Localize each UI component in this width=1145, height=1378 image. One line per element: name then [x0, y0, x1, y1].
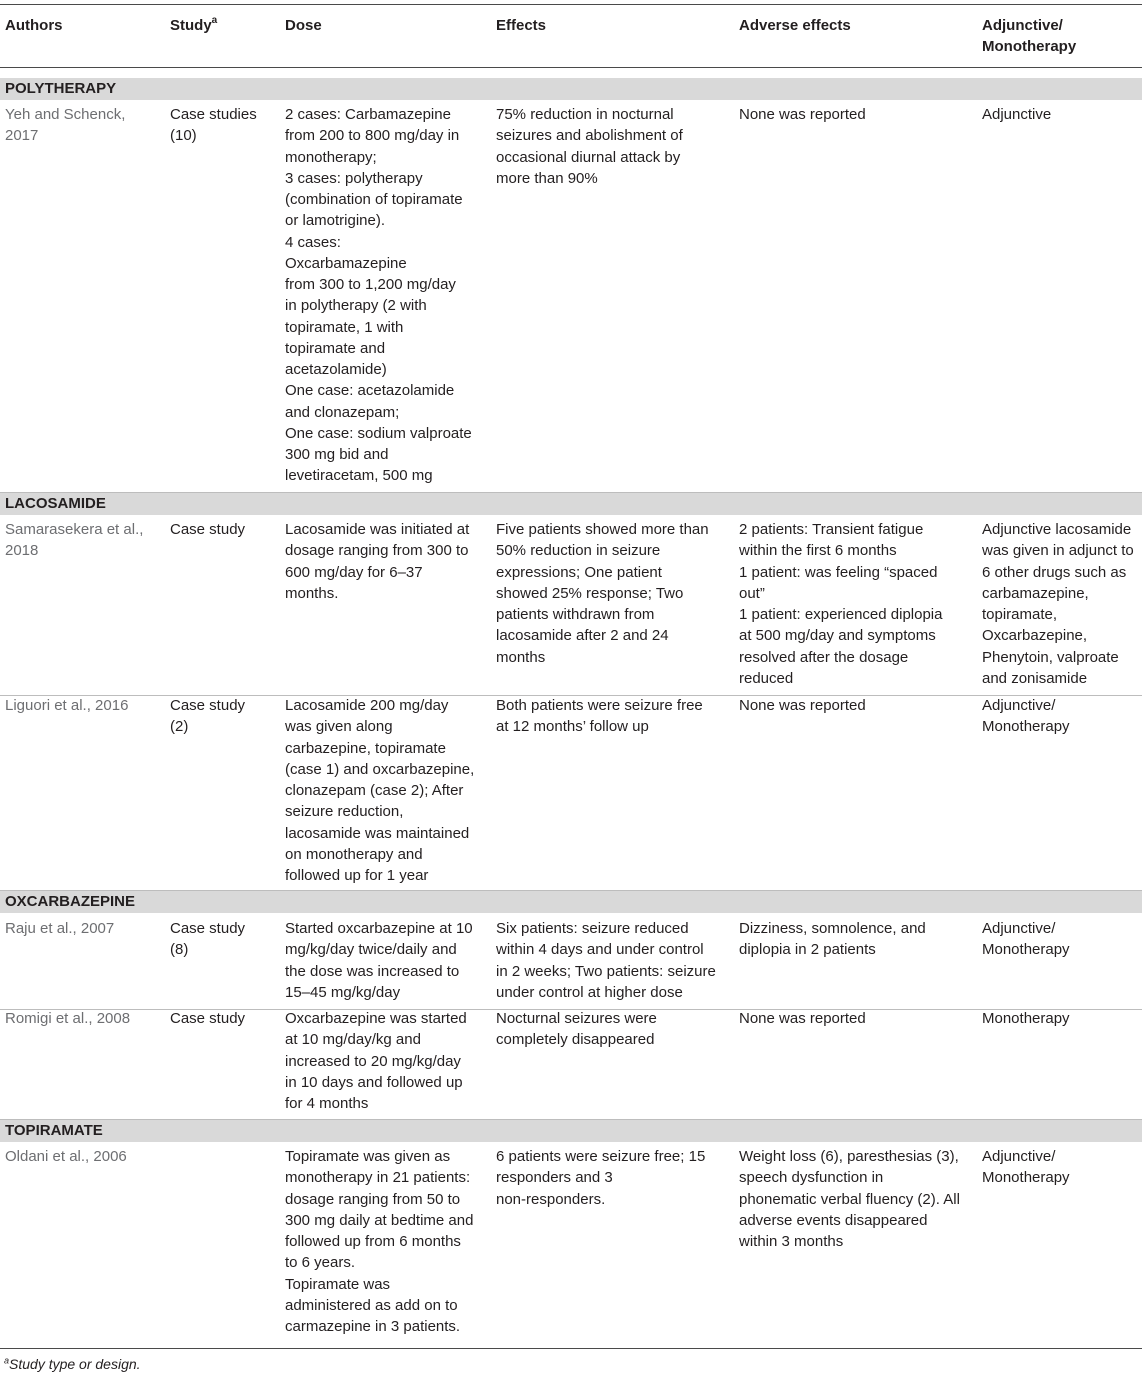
cell-adverse-effects-line: speech dysfunction in — [739, 1169, 884, 1187]
cell-adverse-effects-line: Weight loss (6), paresthesias (3), — [739, 1148, 959, 1165]
cell-dose-line: topiramate, 1 with — [285, 318, 404, 336]
cell-dose-line: 300 mg bid and — [285, 446, 389, 463]
table-top-rule — [0, 4, 1142, 5]
header-adverse-effects: Adverse effects — [739, 17, 851, 34]
cell-adverse-effects — [739, 695, 971, 716]
cell-dose-line: in polytherapy (2 with — [285, 297, 427, 315]
cell-dose — [285, 1008, 483, 1114]
cell-study-line: (10) — [170, 127, 197, 145]
cell-dose-line: was given along — [285, 718, 393, 736]
cell-therapy-line: Adjunctive/ — [982, 1148, 1056, 1165]
cell-effects-line: completely disappeared — [496, 1031, 655, 1049]
cell-authors — [5, 104, 160, 147]
cell-therapy — [982, 104, 1142, 125]
cell-adverse-effects-line: reduced — [739, 669, 794, 687]
cell-effects — [496, 1008, 726, 1051]
cell-adverse-effects-line: None was reported — [739, 106, 866, 123]
cell-effects-line: in 2 weeks; Two patients: seizure — [496, 962, 716, 980]
cell-effects-line: responders and 3 — [496, 1169, 613, 1187]
cell-therapy-line: Monotherapy — [982, 1010, 1070, 1027]
cell-effects-line: occasional diurnal attack by — [496, 148, 681, 166]
cell-therapy-line: was given in adjunct to — [982, 542, 1134, 560]
cell-therapy-line: carbamazepine, — [982, 584, 1089, 602]
cell-authors — [5, 519, 160, 562]
section-lacosamide: LACOSAMIDE — [0, 493, 1142, 515]
cell-effects-line: within 4 days and under control — [496, 941, 704, 959]
cell-dose-line: months. — [285, 584, 339, 602]
cell-dose-line: the dose was increased to — [285, 962, 460, 980]
cell-dose-line: increased to 20 mg/kg/day — [285, 1052, 461, 1070]
cell-dose-line: dosage ranging from 50 to — [285, 1190, 461, 1208]
cell-study — [170, 695, 276, 738]
cell-adverse-effects-line: None was reported — [739, 1010, 866, 1027]
header-authors: Authors — [5, 17, 63, 34]
cell-dose-line: Topiramate was given as — [285, 1148, 451, 1165]
header-study: Study$^a$ — [170, 15, 218, 34]
cell-study-line: Case study — [170, 1010, 246, 1027]
cell-adverse-effects-line: Dizziness, somnolence, and — [739, 920, 926, 937]
cell-dose-line: 300 mg daily at bedtime and — [285, 1211, 474, 1229]
cell-dose-line: acetazolamide) — [285, 361, 387, 378]
section-topiramate: TOPIRAMATE — [0, 1120, 1142, 1142]
cell-adverse-effects — [739, 918, 971, 961]
cell-therapy-line: 6 other drugs such as — [982, 563, 1127, 581]
cell-authors-line: Raju et al., 2007 — [5, 920, 115, 937]
cell-dose-line: from 300 to 1,200 mg/day — [285, 276, 456, 293]
cell-dose-line: followed up from 6 months — [285, 1233, 461, 1250]
cell-adverse-effects-line: resolved after the dosage — [739, 648, 909, 666]
cell-dose-line: One case: sodium valproate — [285, 424, 472, 442]
cell-dose-line: in 10 days and followed up — [285, 1073, 463, 1091]
cell-dose-line: (case 1) and oxcarbazepine, — [285, 760, 475, 778]
cell-dose-line: seizure reduction, — [285, 803, 404, 821]
cell-dose — [285, 519, 483, 604]
cell-therapy-line: Phenytoin, valproate — [982, 648, 1119, 666]
cell-dose-line: monotherapy in 21 patients: — [285, 1169, 471, 1187]
cell-dose-line: carbazepine, topiramate — [285, 739, 446, 757]
header-dose: Dose — [285, 17, 322, 34]
cell-effects-line: 50% reduction in seizure — [496, 542, 661, 560]
cell-authors-line: Liguori et al., 2016 — [5, 697, 129, 714]
cell-dose — [285, 1146, 483, 1337]
cell-therapy-line: Adjunctive lacosamide — [982, 521, 1132, 538]
cell-dose-line: One case: acetazolamide — [285, 382, 455, 400]
cell-dose-line: Started oxcarbazepine at 10 — [285, 920, 473, 937]
cell-study-line: Case study — [170, 920, 246, 937]
cell-dose-line: or lamotrigine). — [285, 212, 386, 230]
header-study-footnote-marker: a — [211, 15, 218, 26]
cell-dose-line: followed up for 1 year — [285, 867, 429, 884]
cell-effects-line: months — [496, 648, 546, 666]
cell-dose-line: from 200 to 800 mg/day in — [285, 127, 460, 145]
cell-dose-line: for 4 months — [285, 1095, 369, 1112]
cell-dose-line: monotherapy; — [285, 148, 377, 166]
cell-therapy — [982, 1008, 1142, 1029]
cell-dose-line: on monotherapy and — [285, 845, 423, 863]
cell-therapy-line: Adjunctive — [982, 106, 1052, 123]
cell-authors-line: Romigi et al., 2008 — [5, 1010, 131, 1027]
cell-study — [170, 104, 276, 147]
cell-effects-line: 75% reduction in nocturnal — [496, 106, 674, 123]
cell-study — [170, 1008, 276, 1029]
cell-adverse-effects-line: None was reported — [739, 697, 866, 714]
cell-authors-line: 2017 — [5, 127, 39, 145]
cell-adverse-effects-line: out” — [739, 584, 765, 602]
cell-dose-line: 2 cases: Carbamazepine — [285, 106, 451, 123]
cell-adverse-effects — [739, 1008, 971, 1029]
cell-effects-line: Five patients showed more than — [496, 521, 709, 538]
cell-therapy-line: Adjunctive/ — [982, 920, 1056, 937]
cell-adverse-effects-line: phonematic verbal fluency (2). All — [739, 1190, 960, 1208]
cell-authors — [5, 1008, 160, 1029]
cell-therapy — [982, 1146, 1142, 1189]
cell-therapy-line: Monotherapy — [982, 718, 1070, 736]
cell-dose-line: Lacosamide 200 mg/day — [285, 697, 449, 714]
cell-authors — [5, 695, 160, 716]
cell-effects-line: more than 90% — [496, 169, 598, 187]
header-effects: Effects — [496, 17, 547, 34]
cell-adverse-effects-line: within the first 6 months — [739, 542, 897, 560]
cell-effects — [496, 104, 726, 189]
cell-adverse-effects-line: at 500 mg/day and symptoms — [739, 627, 936, 645]
cell-effects-line: expressions; One patient — [496, 563, 662, 581]
cell-therapy-line: Oxcarbazepine, — [982, 627, 1088, 645]
cell-study — [170, 519, 276, 540]
cell-dose-line: and clonazepam; — [285, 403, 400, 421]
cell-dose-line: Oxcarbamazepine — [285, 254, 407, 272]
cell-adverse-effects — [739, 104, 971, 125]
cell-adverse-effects-line: within 3 months — [739, 1233, 844, 1250]
cell-therapy — [982, 918, 1142, 961]
cell-adverse-effects-line: diplopia in 2 patients — [739, 941, 876, 959]
cell-effects — [496, 695, 726, 738]
cell-effects-line: Nocturnal seizures were — [496, 1010, 657, 1027]
cell-dose — [285, 104, 483, 487]
cell-dose-line: 600 mg/day for 6–37 — [285, 563, 423, 581]
cell-study-line: Case studies — [170, 106, 257, 123]
cell-therapy-line: Monotherapy — [982, 941, 1070, 959]
cell-dose-line: carmazepine in 3 patients. — [285, 1318, 461, 1335]
cell-dose — [285, 695, 483, 886]
cell-effects-line: Six patients: seizure reduced — [496, 920, 689, 937]
header-bottom-rule — [0, 67, 1142, 68]
cell-dose-line: (combination of topiramate — [285, 191, 463, 208]
section-polytherapy: POLYTHERAPY — [0, 78, 1142, 100]
cell-study — [170, 918, 276, 961]
cell-adverse-effects — [739, 1146, 971, 1252]
cell-therapy-line: and zonisamide — [982, 669, 1088, 687]
cell-study-line: Case study — [170, 521, 246, 538]
cell-adverse-effects-line: 1 patient: was feeling “spaced — [739, 563, 938, 581]
cell-authors-line: Oldani et al., 2006 — [5, 1148, 127, 1165]
cell-effects — [496, 918, 726, 1003]
cell-dose-line: lacosamide was maintained — [285, 824, 470, 842]
cell-effects-line: under control at higher dose — [496, 983, 683, 1001]
table-bottom-rule — [0, 1348, 1142, 1349]
cell-effects-line: lacosamide after 2 and 24 — [496, 627, 669, 645]
cell-therapy — [982, 519, 1142, 689]
cell-dose — [285, 918, 483, 1003]
table-footnote: $^a$Study type or design. — [4, 1355, 141, 1372]
section-oxcarbazepine: OXCARBAZEPINE — [0, 891, 1142, 913]
cell-authors-line: Samarasekera et al., — [5, 521, 144, 538]
cell-effects — [496, 1146, 726, 1210]
cell-dose-line: to 6 years. — [285, 1254, 356, 1272]
cell-effects — [496, 519, 726, 668]
cell-effects-line: non-responders. — [496, 1190, 606, 1208]
cell-dose-line: Oxcarbazepine was started — [285, 1010, 467, 1027]
cell-dose-line: topiramate and — [285, 339, 386, 357]
cell-effects-line: seizures and abolishment of — [496, 127, 683, 145]
cell-dose-line: at 10 mg/day/kg and — [285, 1031, 421, 1049]
cell-study-line: (8) — [170, 941, 189, 959]
cell-effects-line: patients withdrawn from — [496, 606, 655, 623]
cell-adverse-effects-line: adverse events disappeared — [739, 1211, 928, 1229]
cell-dose-line: clonazepam (case 2); After — [285, 782, 464, 799]
cell-dose-line: Lacosamide was initiated at — [285, 521, 470, 538]
cell-dose-line: levetiracetam, 500 mg — [285, 467, 433, 485]
cell-effects-line: Both patients were seizure free — [496, 697, 703, 714]
cell-effects-line: 6 patients were seizure free; 15 — [496, 1148, 706, 1165]
cell-therapy-line: Monotherapy — [982, 1169, 1070, 1187]
cell-authors — [5, 918, 160, 939]
cell-effects-line: showed 25% response; Two — [496, 584, 684, 602]
cell-effects-line: at 12 months’ follow up — [496, 718, 649, 736]
cell-dose-line: 4 cases: — [285, 233, 341, 251]
cell-therapy-line: topiramate, — [982, 606, 1058, 623]
cell-dose-line: Topiramate was — [285, 1275, 391, 1293]
cell-dose-line: dosage ranging from 300 to — [285, 542, 469, 560]
cell-study-line: Case study — [170, 697, 246, 714]
cell-dose-line: 3 cases: polytherapy — [285, 169, 423, 187]
cell-authors-line: 2018 — [5, 542, 39, 560]
cell-therapy — [982, 695, 1142, 738]
cell-adverse-effects — [739, 519, 971, 689]
cell-adverse-effects-line: 1 patient: experienced diplopia — [739, 606, 943, 623]
cell-therapy-line: Adjunctive/ — [982, 697, 1056, 714]
header-therapy: Adjunctive/ Monotherapy — [982, 17, 1077, 55]
cell-authors-line: Yeh and Schenck, — [5, 106, 126, 123]
cell-dose-line: 15–45 mg/kg/day — [285, 983, 401, 1001]
cell-dose-line: administered as add on to — [285, 1296, 458, 1314]
cell-study-line: (2) — [170, 718, 189, 736]
footnote-marker: a — [4, 1355, 10, 1366]
cell-adverse-effects-line: 2 patients: Transient fatigue — [739, 521, 924, 538]
cell-authors — [5, 1146, 160, 1167]
cell-dose-line: mg/kg/day twice/daily and — [285, 941, 457, 959]
